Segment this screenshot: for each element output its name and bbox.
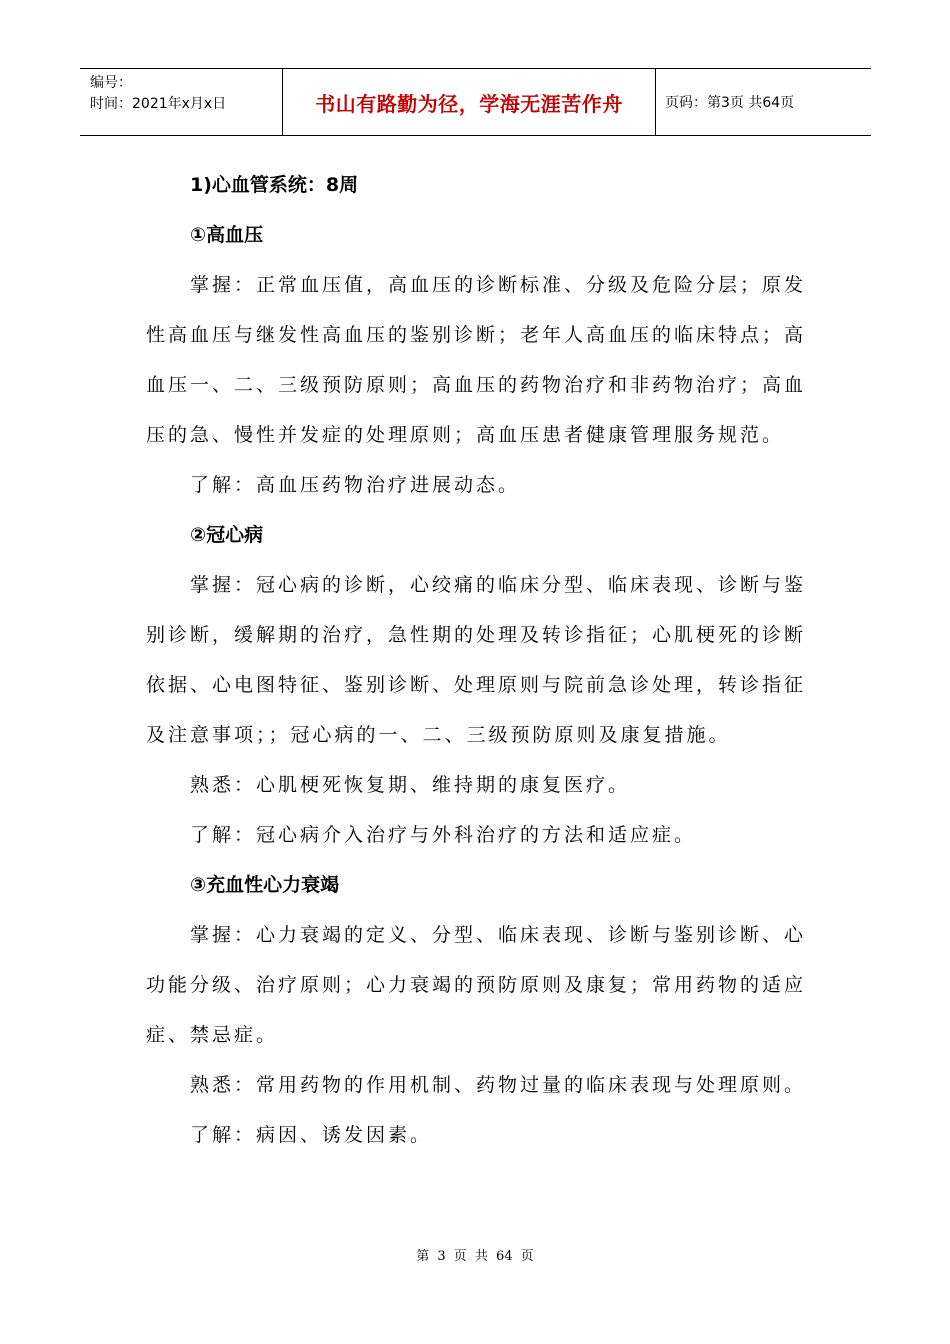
body-paragraph: 了解：病因、诱发因素。 (190, 1124, 433, 1146)
document-body (146, 160, 814, 1160)
system-heading: 1)心血管系统：8周 (190, 174, 359, 196)
body-paragraph: 了解：高血压药物治疗进展动态。 (190, 474, 521, 496)
body-paragraph: 熟悉：心肌梗死恢复期、维持期的康复医疗。 (190, 774, 631, 796)
body-paragraph: 掌握：冠心病的诊断，心绞痛的临床分型、临床表现、诊断与鉴别诊断，缓解期的治疗，急性期的处理及转诊指征；心肌梗死的诊断依据、心电图特征、鉴别诊断、处理原则与院前急诊处理，转诊指征及注意事项；；冠心病的一、二、三级预防原则及康复措施。 (146, 574, 807, 746)
body-paragraph: 了解：冠心病介入治疗与外科治疗的方法和适应症。 (190, 824, 697, 846)
section-heading: ②冠心病 (190, 524, 264, 546)
section-heading: ①高血压 (190, 224, 264, 246)
page-footer: 第 3 页 共 64 页 (416, 1249, 534, 1264)
header-motto: 书山有路勤为径，学海无涯苦作舟 (282, 69, 656, 135)
body-paragraph: 掌握：心力衰竭的定义、分型、临床表现、诊断与鉴别诊断、心功能分级、治疗原则；心力衰竭的预防原则及康复；常用药物的适应症、禁忌症。 (146, 924, 807, 1046)
section-heading: ③充血性心力衰竭 (190, 874, 340, 896)
body-paragraph: 掌握：正常血压值，高血压的诊断标准、分级及危险分层；原发性高血压与继发性高血压的鉴别诊断；老年人高血压的临床特点；高血压一、二、三级预防原则；高血压的药物治疗和非药物治疗；高血压的急、慢性并发症的处理原则；高血压患者健康管理服务规范。 (146, 274, 807, 446)
page-header (80, 68, 871, 136)
document-time-label: 时间：2021年x月x日 (90, 96, 227, 112)
header-meta (80, 69, 282, 135)
document-number-label: 编号： (90, 75, 132, 91)
body-paragraph: 熟悉：常用药物的作用机制、药物过量的临床表现与处理原则。 (190, 1074, 807, 1096)
header-page-info: 页码：第3页 共64页 (665, 95, 795, 111)
